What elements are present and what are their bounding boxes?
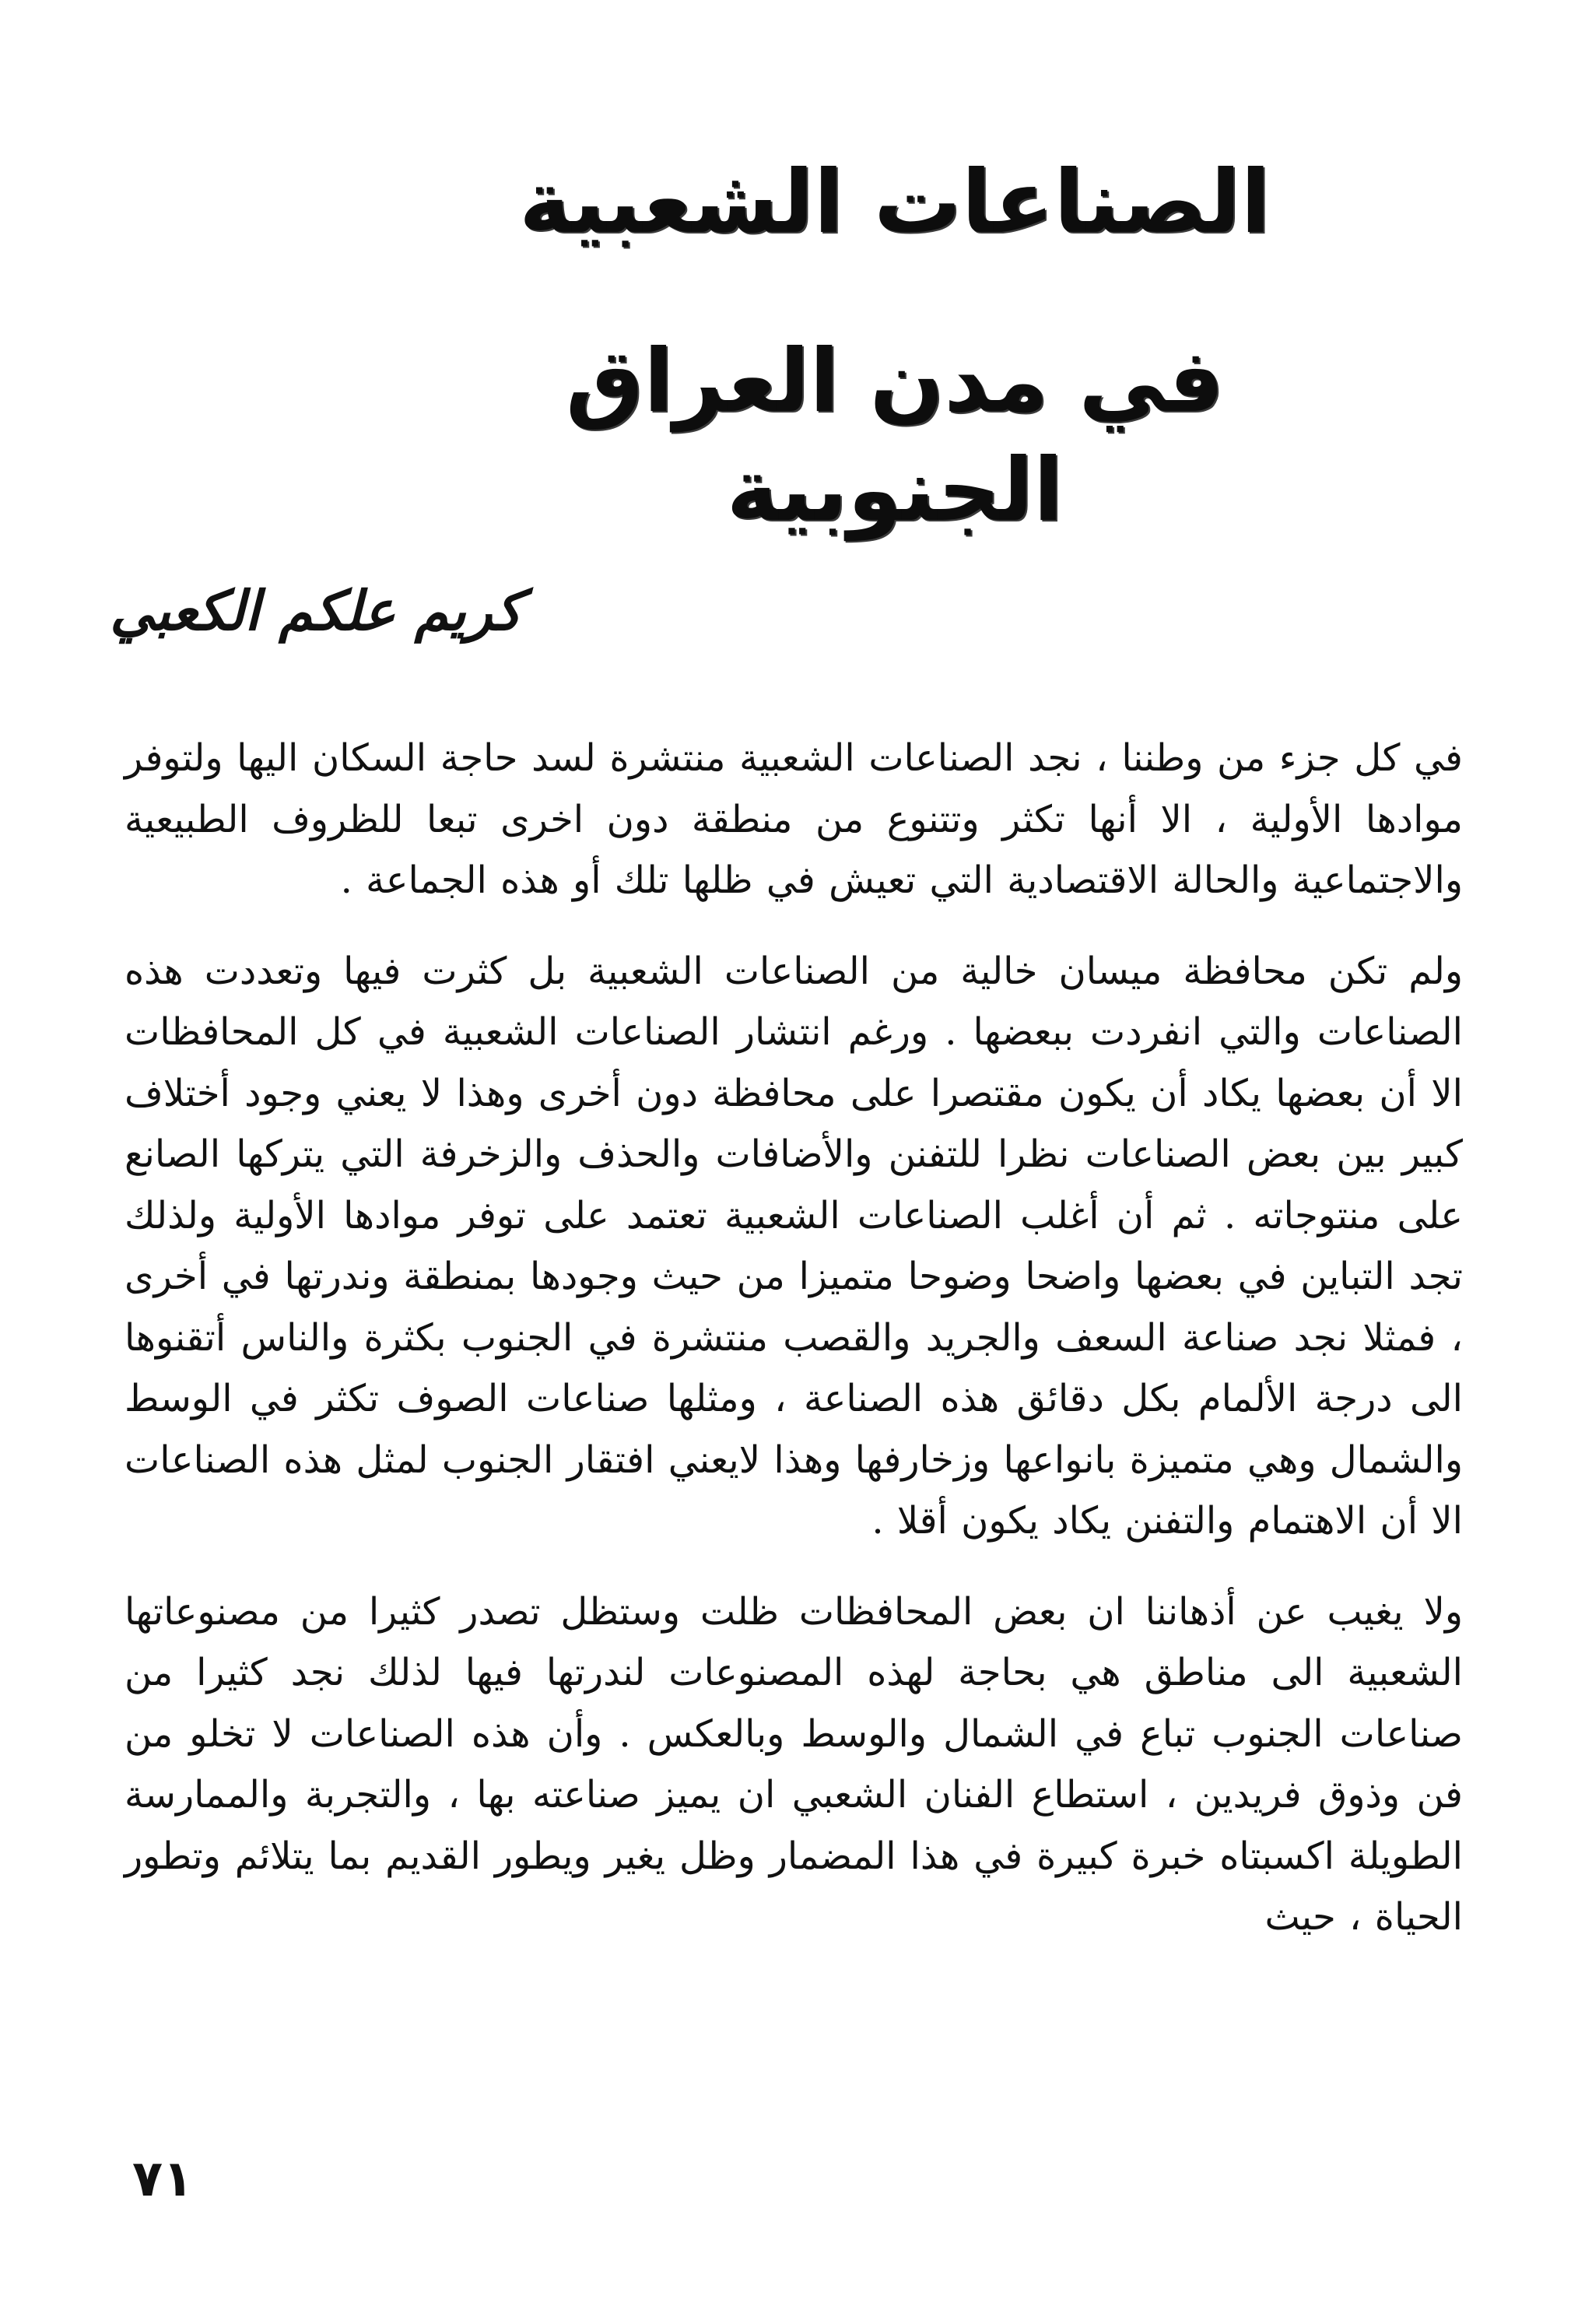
paragraph-1: في كل جزء من وطننا ، نجد الصناعات الشعبية منتشرة لسد حاجة السكان اليها ولتوفر موادها الأولية ، الا أنها تكثر وتتنوع من منطقة دون اخرى تبعا للظروف الطبيعية والاجتماعية والحالة الاقتصادية التي تعيش في ظلها تلك أو هذه الجماعة . <box>124 736 1464 902</box>
page-number: ٧١ <box>132 2150 194 2208</box>
article-title-line-1: الصناعات الشعبية <box>519 152 1271 253</box>
article-title-line-2: في مدن العراق الجنوبية <box>565 331 1225 541</box>
paragraph-2: ولم تكن محافظة ميسان خالية من الصناعات الشعبية بل كثرت فيها وتعددت هذه الصناعات والتي انفردت ببعضها . ورغم انتشار الصناعات الشعبية في كل المحافظات الا أن بعضها يكاد أن يكون مقتصرا على محافظة دون أخرى وهذا لا يعني وجود أختلاف كبير بين بعض الصناعات نظرا للتفنن والأضافات والحذف والزخرفة التي يتركها الصانع على منتوجاته . ثم أن أغلب الصناعات الشعبية تعتمد على توفر موادها الأولية ولذلك تجد التباين في بعضها واضحا وضوحا متميزا من حيث وجودها بمنطقة وندرتها في أخرى ، فمثلا نجد صناعة السعف والجريد والقصب منتشرة في الجنوب بكثرة والناس أتقنوها الى درجة الألمام بكل دقائق هذه الصناعة ، ومثلها صناعات الصوف تكثر في الوسط والشمال وهي متميزة بانواعها وزخارفها وهذا لايعني افتقار الجنوب لمثل هذه الصناعات الا أن الاهتمام والتفنن يكاد يكون أقلا . <box>124 949 1464 1543</box>
article-body <box>124 728 1463 1978</box>
author-signature: كريم علكم الكعبي <box>110 578 522 643</box>
paragraph-3: ولا يغيب عن أذهاننا ان بعض المحافظات ظلت وستظل تصدر كثيرا من مصنوعاتها الشعبية الى مناطق هي بحاجة لهذه المصنوعات لندرتها فيها لذلك نجد كثيرا من صناعات الجنوب تباع في الشمال والوسط وبالعكس . وأن هذه الصناعات لا تخلو من فن وذوق فريدين ، استطاع الفنان الشعبي ان يميز صناعته بها ، والتجربة والممارسة الطويلة اكسبتاه خبرة كبيرة في هذا المضمار وظل يغير ويطور القديم بما يتلائم وتطور الحياة ، حيث <box>124 1589 1464 1939</box>
